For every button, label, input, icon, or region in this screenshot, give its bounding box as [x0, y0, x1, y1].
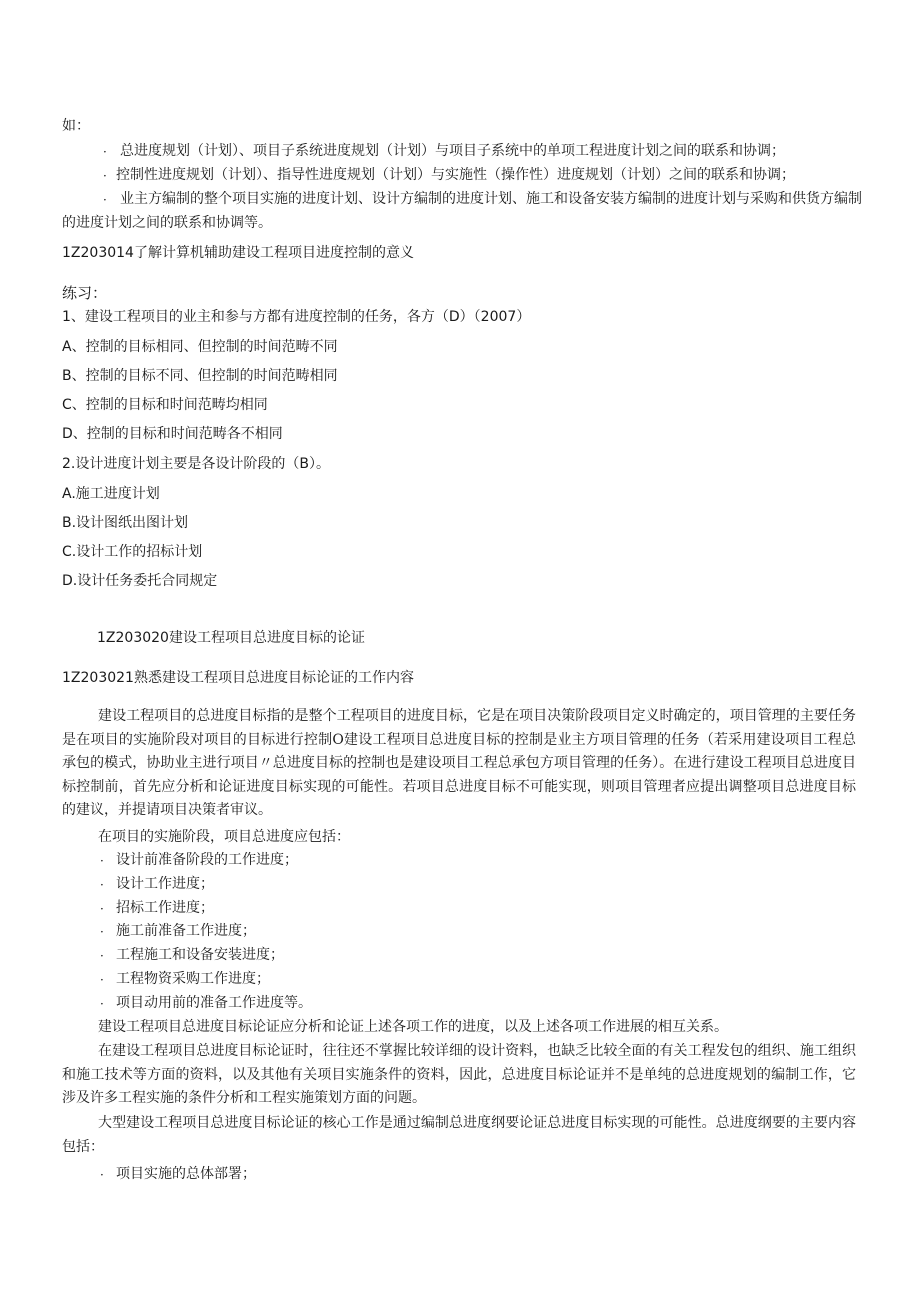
paragraph-1-text: 建设工程项目的总进度目标指的是整个工程项目的进度目标，它是在项目决策阶段项目定义时确定的，项目管理的主要任务是在项目的实施阶段对项目的目标进行控制O建设工程项目总进度目标的控制是业主方项目管理的任务（若采用建设项目工程总承包的模式，协助业主进行项目〃总进度目标的控制也是建设项目工程总承包方项目管理的任务）。在进行建设工程项目总进度目标控制前，首先应分析和论证进度目标实现的可能性。若项目总进度目标不可能实现，则项目管理者应提出调整项目总进度目标的建议，并提请项目决策者审议。 [62, 708, 856, 818]
q2-option-d: D.设计任务委托合同规定 [62, 573, 218, 589]
q2-option-b: B.设计图纸出图计划 [62, 515, 189, 531]
list-item: 设计工作进度； [116, 876, 214, 892]
section-heading-1z203014: 1Z203014了解计算机辅助建设工程项目进度控制的意义 [62, 245, 414, 261]
q2-stem: 2.设计进度计划主要是各设计阶段的（B）。 [62, 456, 330, 472]
q1-option-c: C、控制的目标和时间范畴均相同 [62, 397, 268, 413]
q1-stem: 1、建设工程项目的业主和参与方都有进度控制的任务，各方（D）（2007） [62, 309, 531, 325]
paragraph-1 [62, 705, 856, 823]
bullet-icon: · [100, 878, 104, 892]
list-item: 工程物资采购工作进度； [116, 971, 270, 987]
paragraph-4 [62, 1040, 856, 1111]
paragraph-3: 建设工程项目总进度目标论证应分析和论证上述各项工作的进度，以及上述各项工作进展的相互关系。 [98, 1019, 728, 1035]
paragraph-4-text: 在建设工程项目总进度目标论证时，往往还不掌握比较详细的设计资料，也缺乏比较全面的有关工程发包的组织、施工组织和施工技术等方面的资料，以及其他有关项目实施条件的资料，因此，总进度目标论证并不是单纯的总进度规划的编制工作，它涉及许多工程实施的条件分析和工程实施策划方面的问题。 [62, 1043, 856, 1106]
bullet-icon: · [100, 854, 104, 868]
intro-lead: 如： [62, 118, 90, 134]
bullet-icon: · [100, 949, 104, 963]
bullet-icon: · [100, 997, 104, 1011]
q1-option-b: B、控制的目标不同、但控制的时间范畴相同 [62, 368, 338, 384]
bullet-icon: · [103, 193, 107, 207]
bullet-icon: · [100, 1168, 104, 1182]
list-item: 工程施工和设备安装进度； [116, 947, 284, 963]
paragraph-5 [62, 1112, 856, 1159]
list-item: 施工前准备工作进度； [116, 923, 256, 939]
q2-option-a: A.施工进度计划 [62, 486, 160, 502]
section-heading-1z203021: 1Z203021熟悉建设工程项目总进度目标论证的工作内容 [62, 670, 414, 686]
intro-bullet-2: 控制性进度规划（计划）、指导性进度规划（计划）与实施性（操作性）进度规划（计划）之间的联系和协调； [116, 167, 795, 183]
q1-option-a: A、控制的目标相同、但控制的时间范畴不同 [62, 339, 338, 355]
list-item: 招标工作进度； [116, 900, 214, 916]
bullet-icon: · [100, 925, 104, 939]
exercise-label: 练习： [62, 284, 108, 302]
intro-bullet-3-block [62, 187, 862, 235]
bullet-icon: · [100, 902, 104, 916]
section-heading-1z203020: 1Z203020建设工程项目总进度目标的论证 [97, 630, 365, 646]
paragraph-2: 在项目的实施阶段，项目总进度应包括： [98, 829, 350, 845]
q1-option-d: D、控制的目标和时间范畴各不相同 [62, 426, 283, 442]
list-item: 项目动用前的准备工作进度等。 [116, 995, 312, 1011]
bullet-icon: · [103, 169, 107, 183]
paragraph-5-text: 大型建设工程项目总进度目标论证的核心工作是通过编制总进度纲要论证总进度目标实现的可能性。总进度纲要的主要内容包括： [62, 1115, 856, 1155]
list-item: 设计前准备阶段的工作进度； [116, 852, 298, 868]
intro-bullet-3: 业主方编制的整个项目实施的进度计划、设计方编制的进度计划、施工和设备安装方编制的进度计划与采购和供货方编制的进度计划之间的联系和协调等。 [62, 191, 862, 231]
bullet-icon: · [103, 145, 107, 159]
intro-bullet-1: 总进度规划（计划）、项目子系统进度规划（计划）与项目子系统中的单项工程进度计划之间的联系和协调； [120, 143, 785, 159]
list-item: 项目实施的总体部署； [116, 1166, 256, 1182]
q2-option-c: C.设计工作的招标计划 [62, 544, 203, 560]
bullet-icon: · [100, 973, 104, 987]
